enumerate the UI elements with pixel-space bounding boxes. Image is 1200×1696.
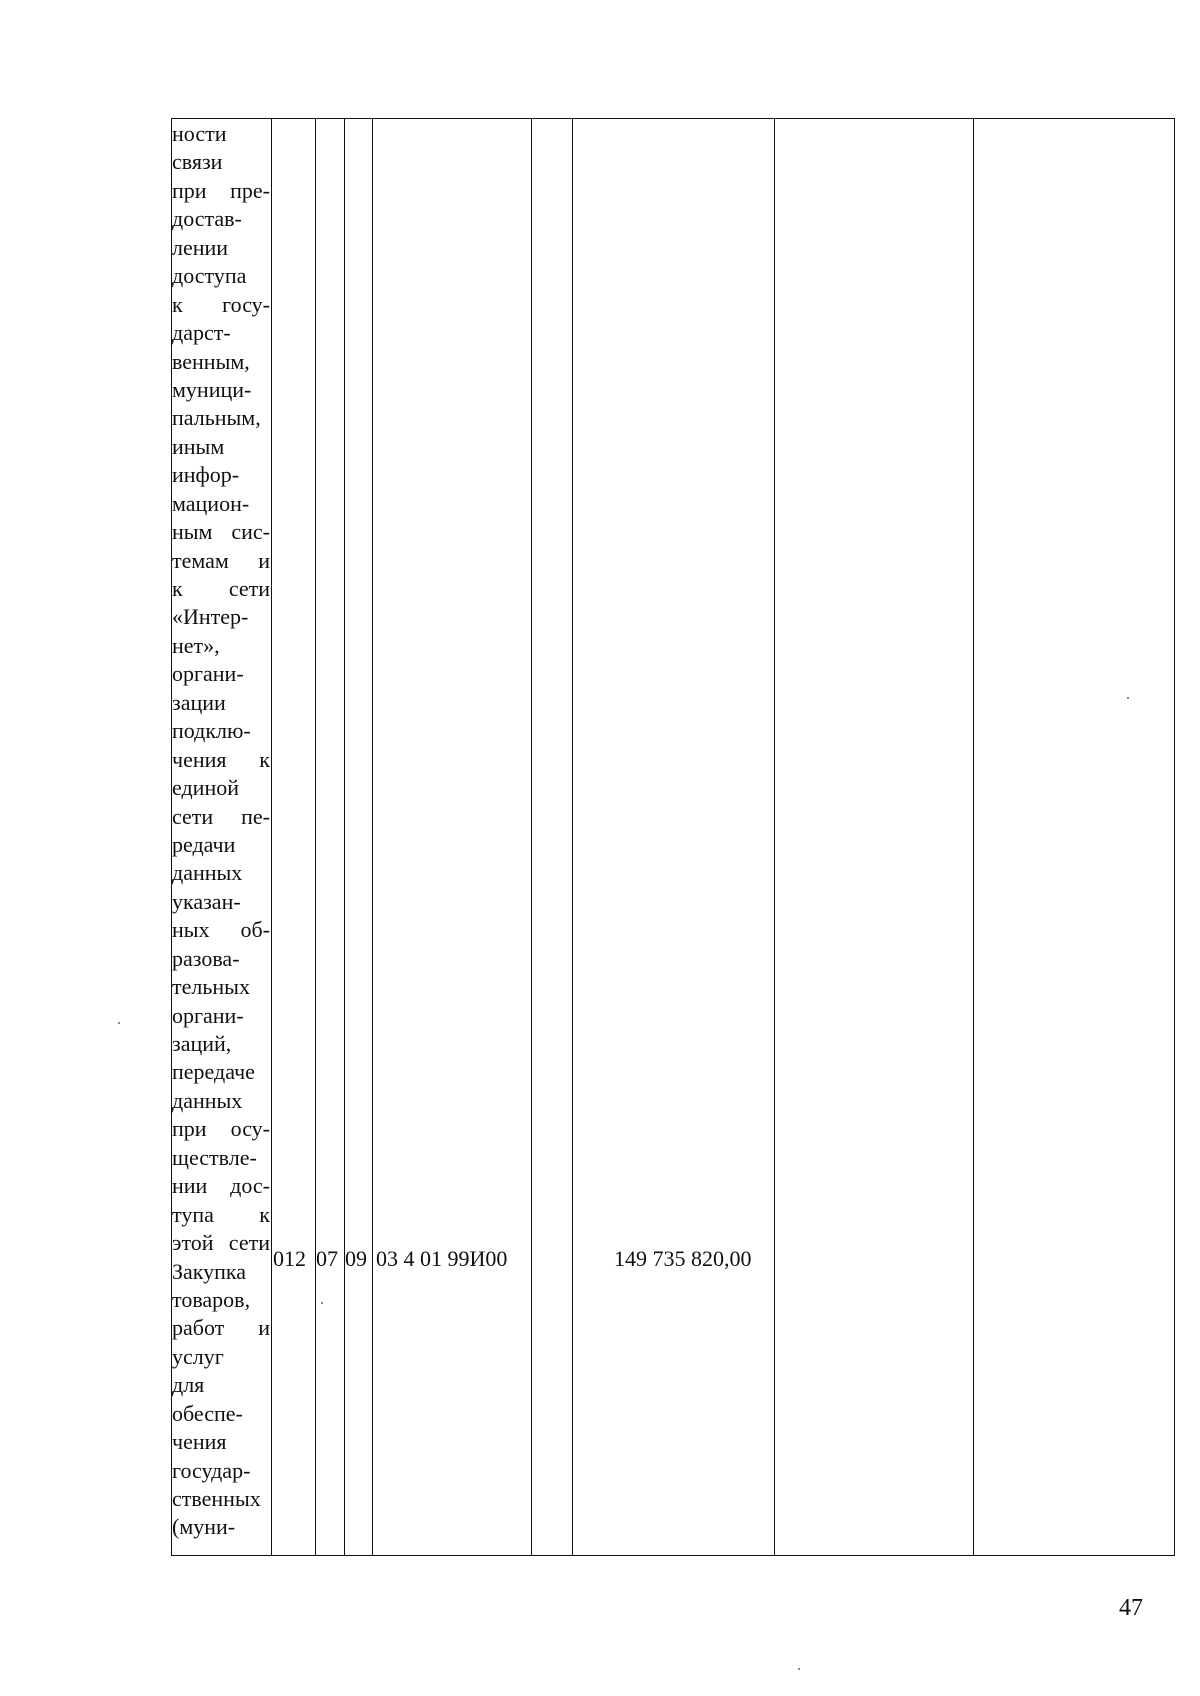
column-divider [973,119,974,1555]
description-line: Закупка [172,1258,247,1284]
target-article-code: 03 4 01 99И00 [376,1246,508,1271]
description-line: нет», [172,632,220,658]
description-line: этой сети [172,1230,270,1256]
description-line: товаров, [172,1286,251,1312]
section-code: 07 [316,1246,338,1271]
description-line: «Интер- [172,604,249,630]
scan-speck [798,1668,800,1670]
description-line: тельных [172,974,250,1000]
description-line: подклю- [172,718,251,744]
description-line: редачи [172,831,236,857]
description-line: при пре- [172,177,270,203]
description-line: связи [172,149,223,175]
subsection-code: 09 [345,1246,367,1271]
description-line: нии дос- [172,1173,270,1199]
description-line: единой [172,775,239,801]
description-line: сети пе- [172,803,270,829]
ministry-code: 012 [273,1246,306,1271]
description-line: чения к [172,746,270,772]
description-line: данных [172,1087,243,1113]
description-line: государ- [172,1457,251,1483]
description-line: пальным, [172,405,261,431]
description-line: услуг [172,1343,224,1369]
column-divider [315,119,316,1555]
description-line: ности [172,121,227,146]
budget-table [171,118,1175,1556]
description-line: иным [172,433,225,459]
row-description [172,120,270,1542]
description-line: обеспе- [172,1400,243,1426]
description-line: указан- [172,888,241,914]
description-line: работ и [172,1315,270,1341]
description-line: муници- [172,376,252,402]
description-line: достав- [172,206,242,232]
description-line: венным, [172,348,250,374]
column-divider [344,119,345,1555]
description-line: разова- [172,945,240,971]
description-line: чения [172,1429,227,1455]
description-line: для [172,1372,205,1398]
column-divider [774,119,775,1555]
description-line: мацион- [172,490,250,516]
description-line: органи- [172,1002,244,1028]
description-line: заций, [172,1031,232,1056]
column-divider [271,119,272,1555]
description-line: инфор- [172,462,240,488]
description-line: дарст- [172,320,231,346]
description-line: ным сис- [172,519,270,545]
scan-speck [1127,697,1129,699]
description-line: ществле- [172,1144,257,1170]
column-divider [531,119,532,1555]
column-divider [372,119,373,1555]
description-line: доступа [172,263,247,289]
description-line: органи- [172,661,244,687]
column-divider [572,119,573,1555]
description-line: к сети [172,576,270,601]
scan-speck [118,1022,120,1024]
description-line: ственных [172,1486,261,1511]
description-line: ных об- [172,917,270,943]
description-line: лении [172,234,229,260]
description-line: передаче [172,1059,255,1085]
description-line: (муни- [172,1514,236,1540]
page-number: 47 [1119,1595,1143,1621]
description-line: при осу- [172,1116,270,1142]
description-line: тупа к [172,1201,270,1227]
amount-value: 149 735 820,00 [614,1246,752,1271]
scan-speck [321,1302,323,1304]
description-line: данных [172,860,243,886]
description-line: зации [172,689,226,715]
description-line: к госу- [172,291,270,317]
description-line: темам и [172,547,270,573]
